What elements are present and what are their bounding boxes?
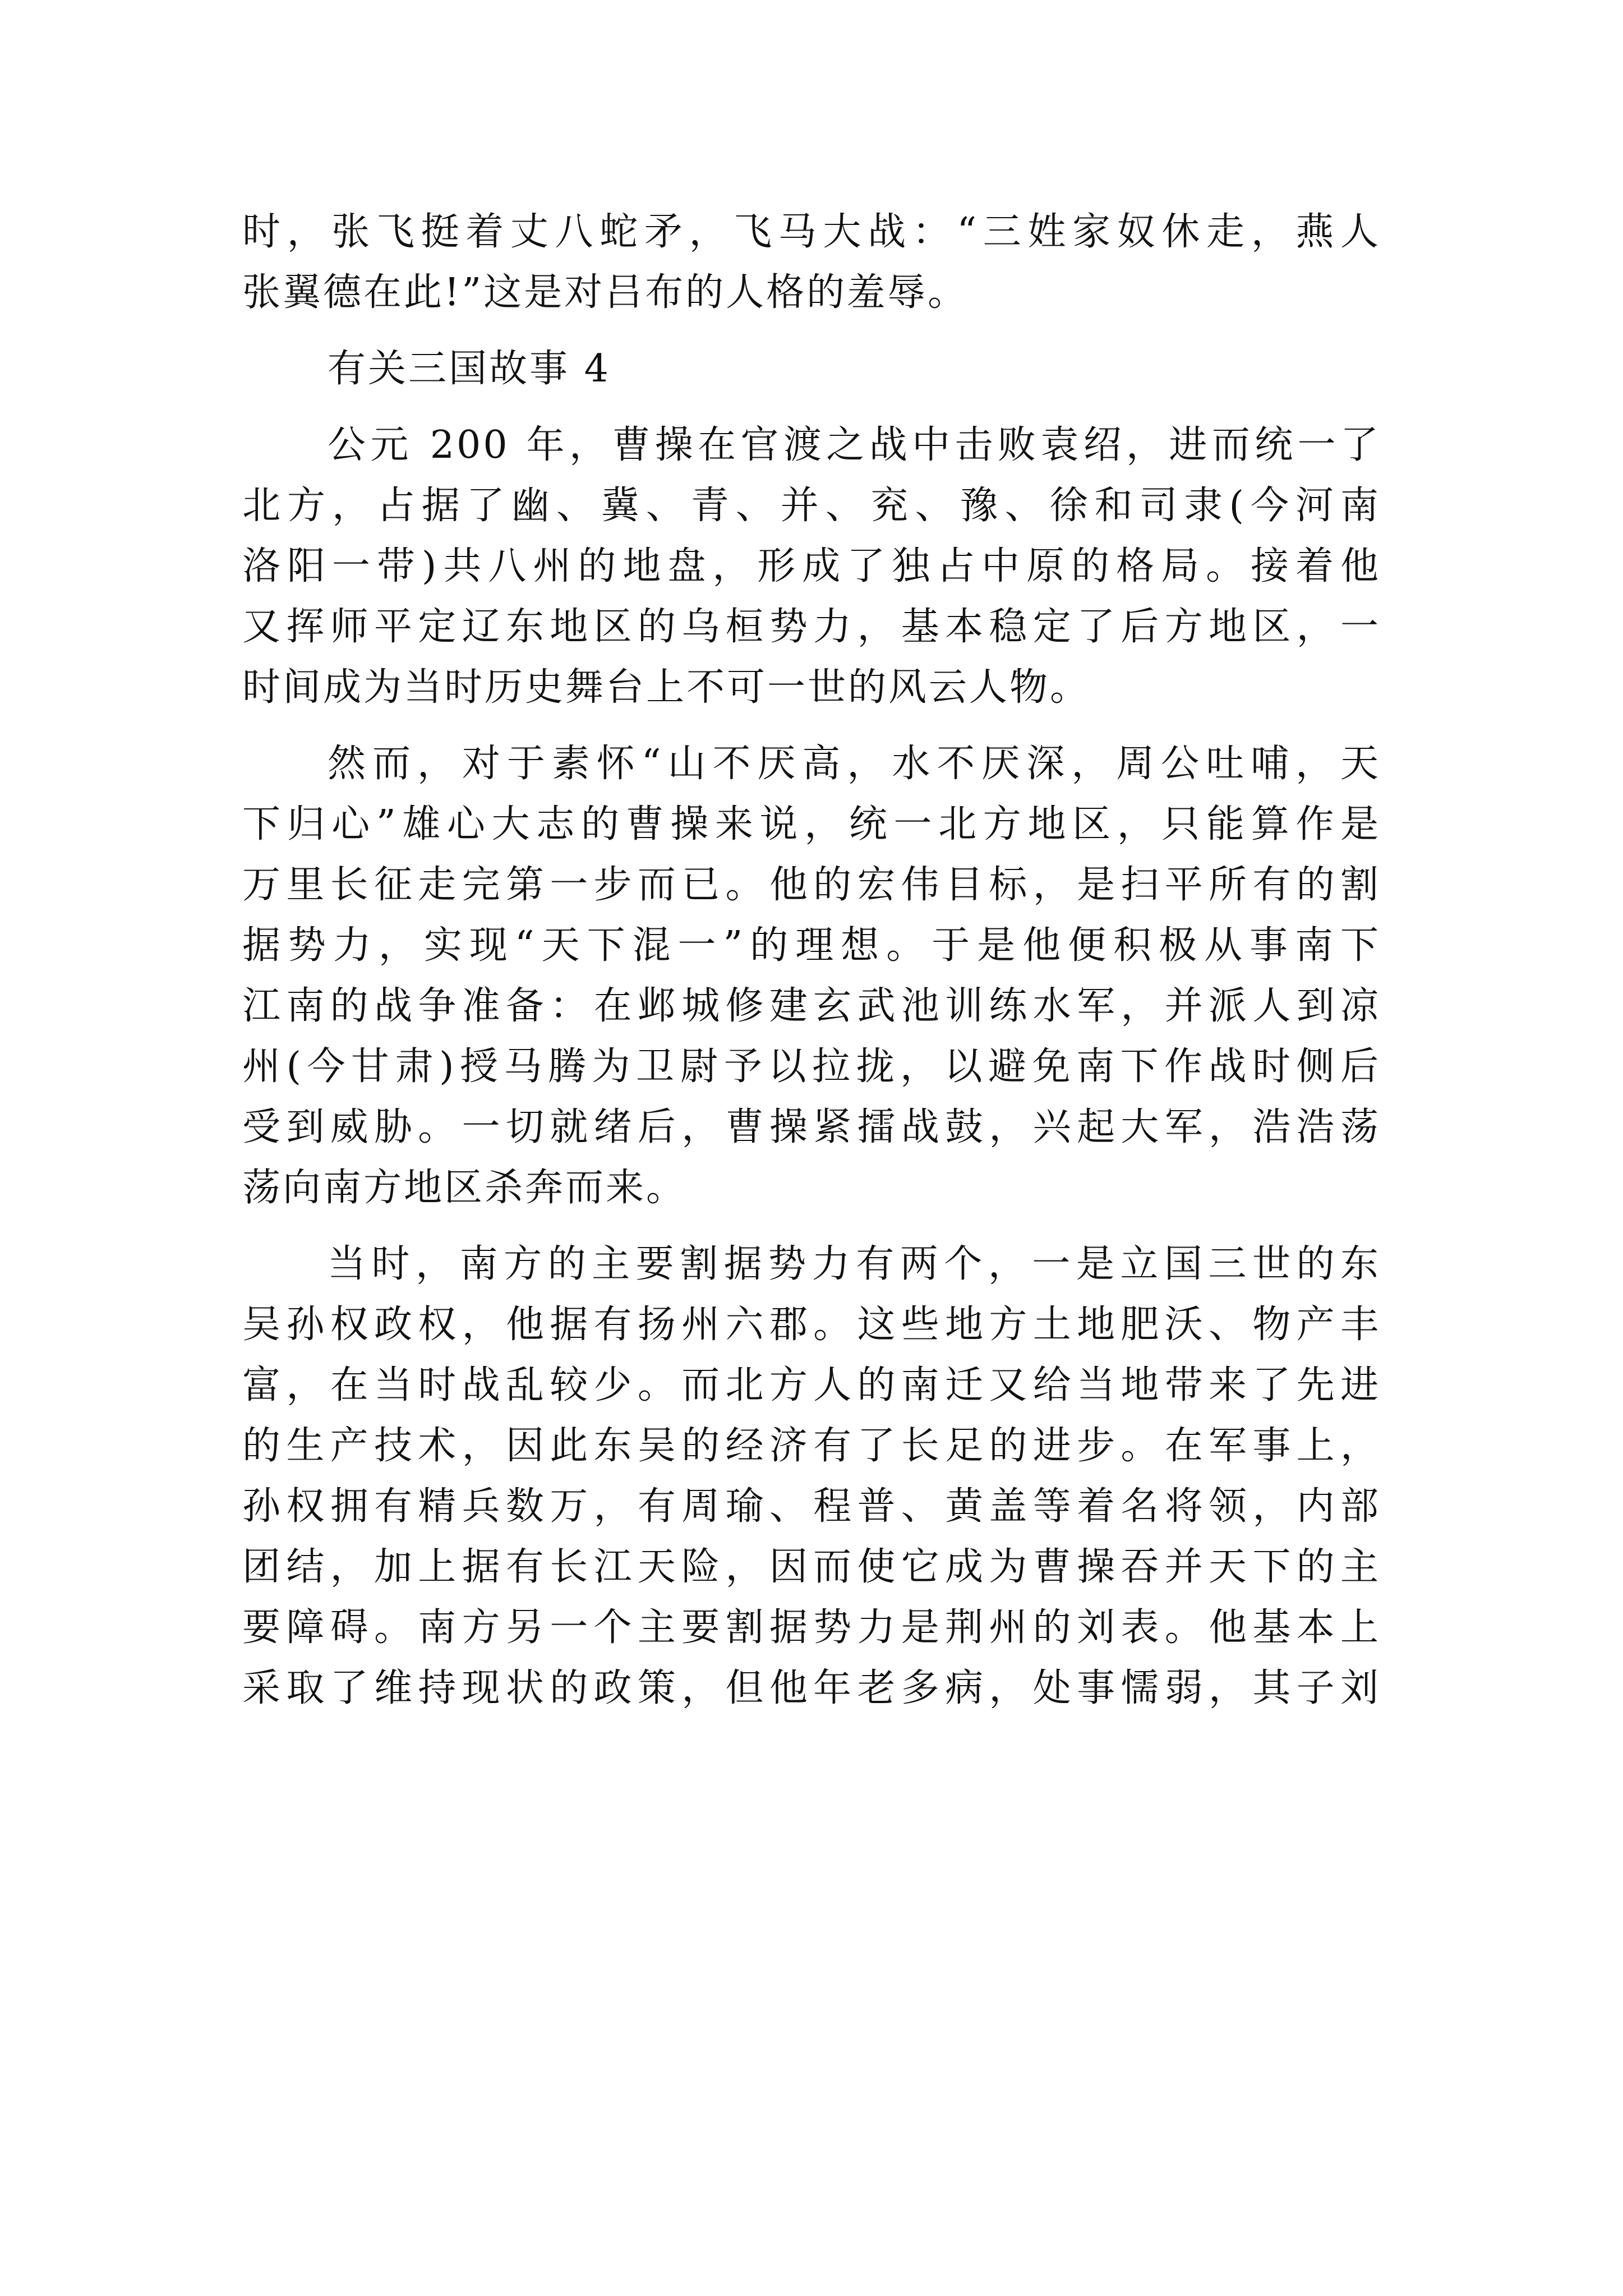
text-line: 洛阳一带)共八州的地盘，形成了独占中原的格局。接着他 [242, 544, 1381, 588]
text-line: 然而，对于素怀“山不厌高，水不厌深，周公吐哺，天 [328, 742, 1381, 786]
text-line: 受到威胁。一切就绪后，曹操紧擂战鼓，兴起大军，浩浩荡 [242, 1105, 1381, 1149]
text-line: 张翼德在此!”这是对吕布的人格的羞辱。 [242, 270, 969, 315]
text-line: 吴孙权政权，他据有扬州六郡。这些地方土地肥沃、物产丰 [242, 1303, 1381, 1347]
text-line: 万里长征走完第一步而已。他的宏伟目标，是扫平所有的割 [242, 863, 1381, 907]
section-heading: 有关三国故事 4 [328, 347, 611, 391]
document-body [242, 202, 1381, 1719]
text-line: 孙权拥有精兵数万，有周瑜、程普、黄盖等着名将领，内部 [242, 1484, 1381, 1529]
text-line: 江南的战争准备：在邺城修建玄武池训练水军，并派人到凉 [242, 984, 1381, 1028]
text-line: 下归心”雄心大志的曹操来说，统一北方地区，只能算作是 [242, 802, 1381, 846]
text-line: 要障碍。南方另一个主要割据势力是荆州的刘表。他基本上 [242, 1605, 1381, 1650]
text-line: 又挥师平定辽东地区的乌桓势力，基本稳定了后方地区，一 [242, 605, 1381, 649]
text-line: 北方，占据了幽、冀、青、并、兖、豫、徐和司隶(今河南 [242, 484, 1381, 528]
text-line: 荡向南方地区杀奔而来。 [242, 1166, 687, 1210]
text-line: 的生产技术，因此东吴的经济有了长足的进步。在军事上， [242, 1424, 1381, 1468]
text-line: 团结，加上据有长江天险，因而使它成为曹操吞并天下的主 [242, 1545, 1381, 1589]
text-line: 州(今甘肃)授马腾为卫尉予以拉拢，以避免南下作战时侧后 [242, 1045, 1381, 1089]
text-line: 采取了维持现状的政策，但他年老多病，处事懦弱，其子刘 [242, 1666, 1381, 1710]
text-line: 时间成为当时历史舞台上不可一世的风云人物。 [242, 665, 1091, 710]
text-line: 富，在当时战乱较少。而北方人的南迁又给当地带来了先进 [242, 1363, 1381, 1407]
text-line: 时，张飞挺着丈八蛇矛，飞马大战：“三姓家奴休走，燕人 [242, 210, 1381, 254]
text-line: 公元 200 年，曹操在官渡之战中击败袁绍，进而统一了 [328, 423, 1381, 467]
text-line: 据势力，实现“天下混一”的理想。于是他便积极从事南下 [242, 923, 1381, 968]
text-line: 当时，南方的主要割据势力有两个，一是立国三世的东 [328, 1242, 1381, 1286]
